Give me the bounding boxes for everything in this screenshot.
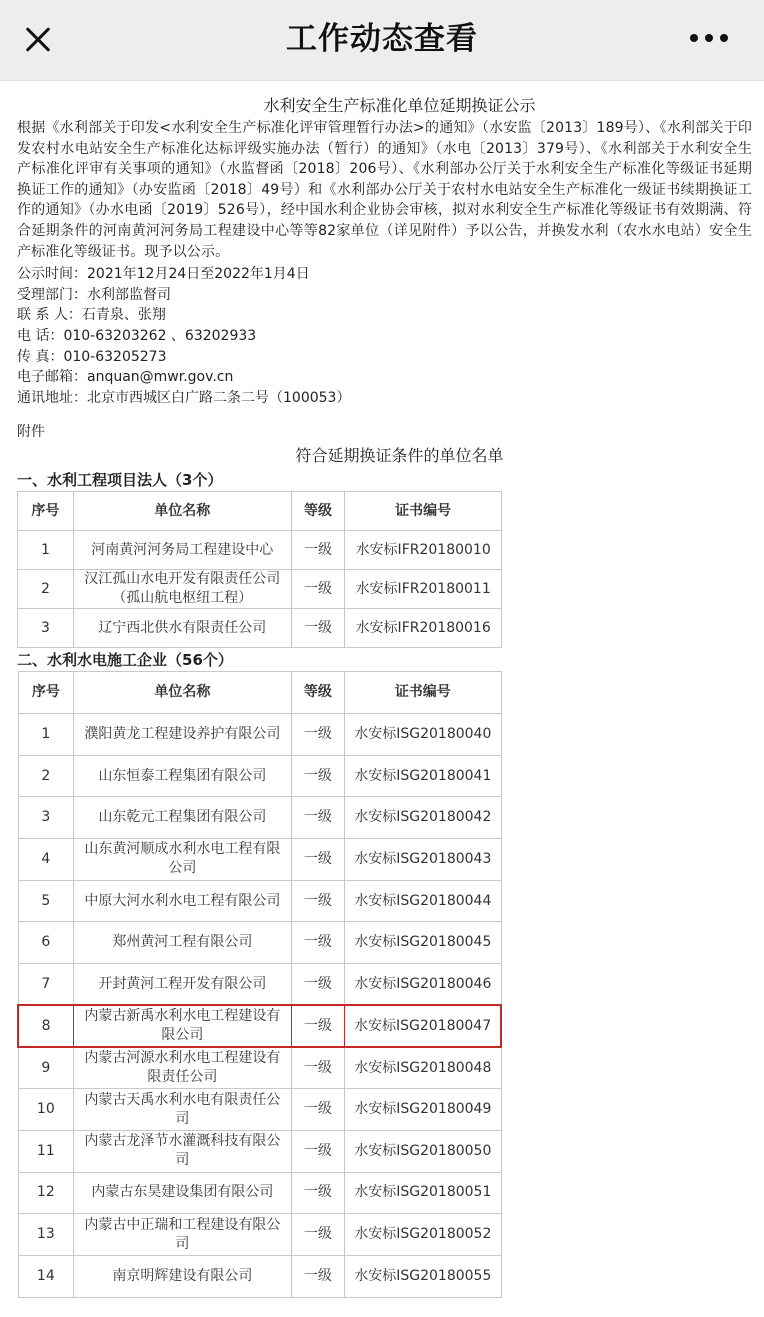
notice-title: 水利安全生产标准化单位延期换证公示 (263, 96, 536, 115)
info-line-department: 受理部门：水利部监督司 (17, 286, 171, 303)
cell-cert-no: 水安标ISG20180048 (345, 1047, 501, 1089)
cell-level: 一级 (291, 1255, 345, 1297)
cell-unit-name: 郑州黄河工程有限公司 (74, 922, 291, 964)
table-row (18, 1130, 501, 1172)
table-row (18, 755, 501, 797)
cell-unit-name: 河南黄河河务局工程建设中心 (73, 531, 291, 570)
table-row (18, 609, 502, 648)
header-level: 等级 (291, 672, 345, 714)
cell-level: 一级 (291, 880, 345, 922)
header-index: 序号 (18, 492, 74, 531)
cell-index: 1 (18, 531, 74, 570)
cell-index: 4 (18, 839, 74, 881)
cell-unit-name: 汉江孤山水电开发有限责任公司（孤山航电枢纽工程） (73, 570, 291, 609)
close-icon[interactable] (20, 22, 56, 58)
table-header-row (18, 492, 502, 531)
cell-index: 5 (18, 880, 74, 922)
cell-unit-name: 内蒙古河源水利水电工程建设有限责任公司 (74, 1047, 291, 1089)
cell-unit-name: 内蒙古东昊建设集团有限公司 (74, 1172, 291, 1214)
header-unit-name: 单位名称 (73, 492, 291, 531)
cell-unit-name: 内蒙古龙泽节水灌溉科技有限公司 (74, 1130, 291, 1172)
cell-level: 一级 (291, 1130, 345, 1172)
info-line-time: 公示时间：2021年12月24日至2022年1月4日 (17, 266, 310, 283)
cell-level: 一级 (291, 755, 345, 797)
cell-cert-no: 水安标ISG20180041 (345, 755, 501, 797)
cell-cert-no: 水安标IFR20180011 (345, 570, 502, 609)
cell-level: 一级 (291, 1214, 345, 1256)
section2-heading: 二、水利水电施工企业（56个） (17, 651, 233, 670)
table-row (18, 570, 502, 609)
cell-cert-no: 水安标ISG20180044 (345, 880, 501, 922)
cell-unit-name: 山东恒泰工程集团有限公司 (74, 755, 291, 797)
cell-unit-name: 山东乾元工程集团有限公司 (74, 797, 291, 839)
cell-level: 一级 (291, 1005, 345, 1047)
info-line-contact: 联 系 人：石青泉、张翔 (17, 307, 166, 324)
top-bar (0, 0, 764, 81)
table-row (18, 839, 501, 881)
header-level: 等级 (291, 492, 345, 531)
cell-index: 3 (18, 609, 74, 648)
cell-cert-no: 水安标IFR20180016 (345, 609, 502, 648)
cell-index: 8 (18, 1005, 74, 1047)
cell-cert-no: 水安标IFR20180010 (345, 531, 502, 570)
cell-level: 一级 (291, 1047, 345, 1089)
cell-index: 14 (18, 1255, 74, 1297)
cell-unit-name: 濮阳黄龙工程建设养护有限公司 (74, 714, 291, 756)
cell-cert-no: 水安标ISG20180050 (345, 1130, 501, 1172)
cell-index: 1 (18, 714, 74, 756)
header-unit-name: 单位名称 (74, 672, 291, 714)
cell-index: 6 (18, 922, 74, 964)
header-cert-no: 证书编号 (345, 492, 502, 531)
construction-enterprise-table (17, 671, 502, 1297)
cell-unit-name: 内蒙古天禹水利水电有限责任公司 (74, 1089, 291, 1131)
cell-level: 一级 (291, 714, 345, 756)
table-header-row (18, 672, 501, 714)
cell-level: 一级 (291, 922, 345, 964)
cell-level: 一级 (291, 1089, 345, 1131)
cell-unit-name: 南京明辉建设有限公司 (74, 1255, 291, 1297)
cell-unit-name: 内蒙古新禹水利水电工程建设有限公司 (74, 1005, 291, 1047)
cell-cert-no: 水安标ISG20180055 (345, 1255, 501, 1297)
list-title: 符合延期换证条件的单位名单 (295, 446, 504, 466)
cell-index: 13 (18, 1214, 74, 1256)
cell-cert-no: 水安标ISG20180043 (345, 839, 501, 881)
cell-index: 9 (18, 1047, 74, 1089)
info-line-address: 通讯地址：北京市西城区白广路二条二号（100053） (17, 389, 351, 406)
project-owner-table (17, 491, 502, 648)
cell-cert-no: 水安标ISG20180042 (345, 797, 501, 839)
cell-index: 10 (18, 1089, 74, 1131)
more-dots-icon[interactable] (688, 34, 732, 44)
cell-level: 一级 (291, 964, 345, 1006)
highlighted-table-row (18, 1005, 501, 1047)
table-row (18, 1047, 501, 1089)
table-row (18, 922, 501, 964)
attachment-label: 附件 (17, 424, 45, 441)
header-index: 序号 (18, 672, 74, 714)
cell-cert-no: 水安标ISG20180045 (345, 922, 501, 964)
info-line-phone: 电 话：010-63203262 、63202933 (17, 327, 257, 344)
cell-cert-no: 水安标ISG20180046 (345, 964, 501, 1006)
cell-index: 2 (18, 570, 74, 609)
section1-heading: 一、水利工程项目法人（3个） (17, 471, 223, 490)
cell-unit-name: 山东黄河顺成水利水电工程有限公司 (74, 839, 291, 881)
table-row (18, 880, 501, 922)
table-row (18, 714, 501, 756)
notice-body: 根据《水利部关于印发<水利安全生产标准化评审管理暂行办法>的通知》（水安监〔2013〕189号）、《水利部关于印发农村水电站安全生产标准化达标评级实施办法（暂行）的通知》（水电〔2013〕379号）、《水利部关于水利安全生产标准化评审有关事项的通知》（水监督函〔2018〕206号）、《水利部办公厅关于水利安全生产标准化等级证书延期换证工作的通知》（办安监函〔2018〕49号）和《水利部办公厅关于农村水电站安全生产标准化一级证书续期换证工作的通知》（办水电函〔2019〕526号），经中国水利企业协会审核，拟对水利安全生产标准化等级证书有效期满、符合延期条件的河南黄河河务局工程建设中心等等82家单位（详见附件）予以公告，并换发水利（农水水电站）安全生产标准化等级证书。现予以公示。 (17, 120, 752, 260)
cell-index: 12 (18, 1172, 74, 1214)
table-row (18, 1089, 501, 1131)
cell-cert-no: 水安标ISG20180052 (345, 1214, 501, 1256)
page-title: 工作动态查看 (286, 21, 478, 57)
cell-unit-name: 中原大河水利水电工程有限公司 (74, 880, 291, 922)
header-cert-no: 证书编号 (345, 672, 501, 714)
table-row (18, 1172, 501, 1214)
cell-level: 一级 (291, 839, 345, 881)
cell-level: 一级 (291, 570, 345, 609)
contact-info (17, 264, 752, 408)
table-row (18, 964, 501, 1006)
cell-cert-no: 水安标ISG20180040 (345, 714, 501, 756)
cell-index: 2 (18, 755, 74, 797)
cell-level: 一级 (291, 797, 345, 839)
cell-level: 一级 (291, 609, 345, 648)
table-row (18, 531, 502, 570)
cell-unit-name: 辽宁西北供水有限责任公司 (73, 609, 291, 648)
info-line-fax: 传 真：010-63205273 (17, 348, 167, 365)
cell-index: 7 (18, 964, 74, 1006)
table-row (18, 1214, 501, 1256)
cell-cert-no: 水安标ISG20180047 (345, 1005, 501, 1047)
cell-index: 11 (18, 1130, 74, 1172)
table-row (18, 797, 501, 839)
cell-unit-name: 开封黄河工程开发有限公司 (74, 964, 291, 1006)
cell-index: 3 (18, 797, 74, 839)
table-row (18, 1255, 501, 1297)
cell-unit-name: 内蒙古中正瑞和工程建设有限公司 (74, 1214, 291, 1256)
cell-cert-no: 水安标ISG20180051 (345, 1172, 501, 1214)
info-line-email[interactable]: 电子邮箱：anquan@mwr.gov.cn (17, 369, 234, 386)
cell-level: 一级 (291, 531, 345, 570)
cell-level: 一级 (291, 1172, 345, 1214)
article-content (17, 94, 752, 1298)
cell-cert-no: 水安标ISG20180049 (345, 1089, 501, 1131)
